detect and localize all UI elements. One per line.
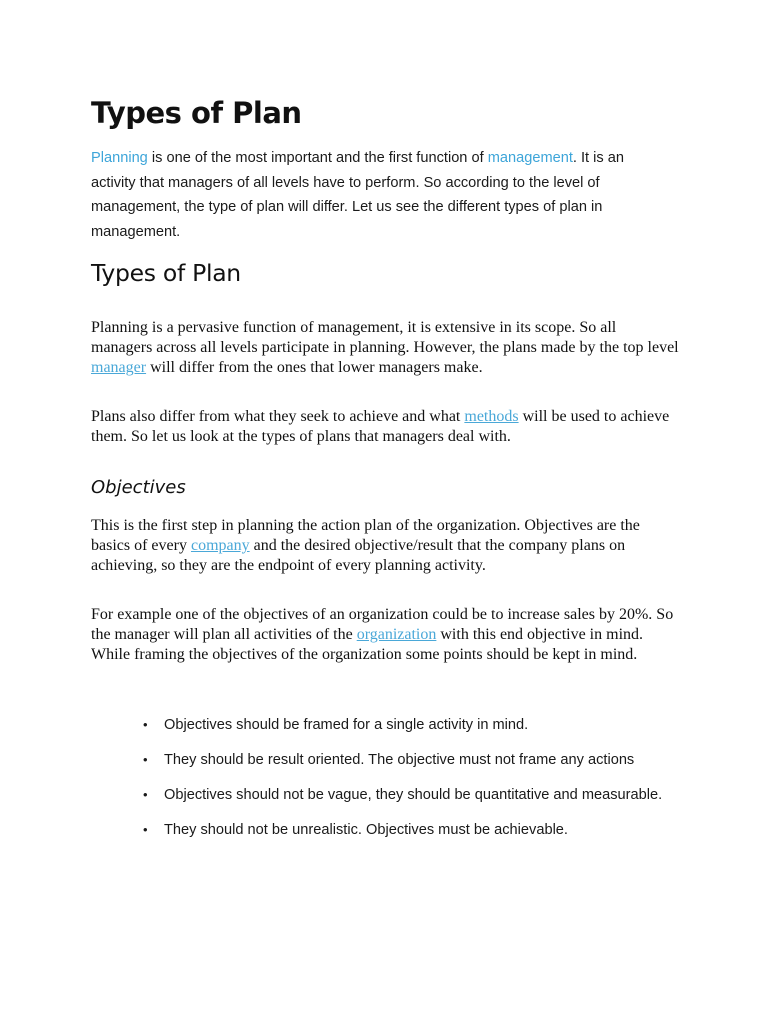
planning-link[interactable]: Planning (91, 150, 148, 166)
list-item (143, 714, 683, 736)
intro-text-1: is one of the most important and the first function of (147, 150, 488, 166)
para1-text-2: will differ from the ones that lower managers make. (146, 359, 483, 377)
para1-text-1: Planning is a pervasive function of management, it is extensive in its scope. So all managers across all levels participate in planning. However, the plans made by the top level (91, 319, 679, 357)
para3-text-2: and the desired objective/result that the company plans on achieving, so they are the endpoint of every planning activity. (91, 537, 626, 575)
section-heading: Types of Plan (91, 259, 241, 287)
para2-text-2: will be used to achieve them. So let us look at the types of plans that managers deal with. (91, 408, 670, 446)
para3-text-1: This is the first step in planning the action plan of the organization. Objectives are the basics of every (91, 517, 640, 555)
pervasive-paragraph (91, 318, 681, 379)
list-item-text: Objectives should not be vague, they should be quantitative and measurable. (164, 787, 663, 803)
management-link[interactable]: management (487, 150, 573, 166)
methods-paragraph (91, 407, 681, 447)
list-item (143, 749, 683, 771)
list-item (143, 784, 683, 806)
para2-text-1: Plans also differ from what they seek to achieve and what (91, 408, 465, 425)
page-title: Types of Plan (91, 96, 302, 130)
bullet-icon: • (143, 752, 148, 767)
organization-link[interactable]: organization (356, 626, 437, 644)
bullet-icon: • (143, 822, 148, 837)
list-item-text: They should not be unrealistic. Objectives must be achievable. (164, 822, 568, 838)
para4-text-2: with this end objective in mind. While framing the objectives of the organization some points should be kept in mind. (91, 626, 644, 664)
intro-text-2: . It is an activity that managers of all levels have to perform. So according to the level of management, the type of plan will differ. Let us see the different types of plan in management. (91, 150, 624, 240)
first-step-paragraph (91, 516, 681, 577)
bullet-icon: • (143, 787, 148, 802)
example-paragraph (91, 605, 681, 666)
objectives-list (143, 714, 683, 854)
company-link[interactable]: company (190, 537, 250, 555)
methods-link[interactable]: methods (464, 408, 519, 425)
list-item-text: They should be result oriented. The objective must not frame any actions (164, 752, 635, 768)
objectives-heading: Objectives (91, 477, 186, 498)
intro-paragraph (91, 146, 671, 244)
para4-text-1: For example one of the objectives of an organization could be to increase sales by 20%. So the manager will plan all activities of the (91, 606, 674, 644)
list-item (143, 819, 683, 841)
bullet-icon: • (143, 717, 148, 732)
list-item-text: Objectives should be framed for a single activity in mind. (164, 717, 529, 733)
manager-link[interactable]: manager (91, 359, 147, 377)
